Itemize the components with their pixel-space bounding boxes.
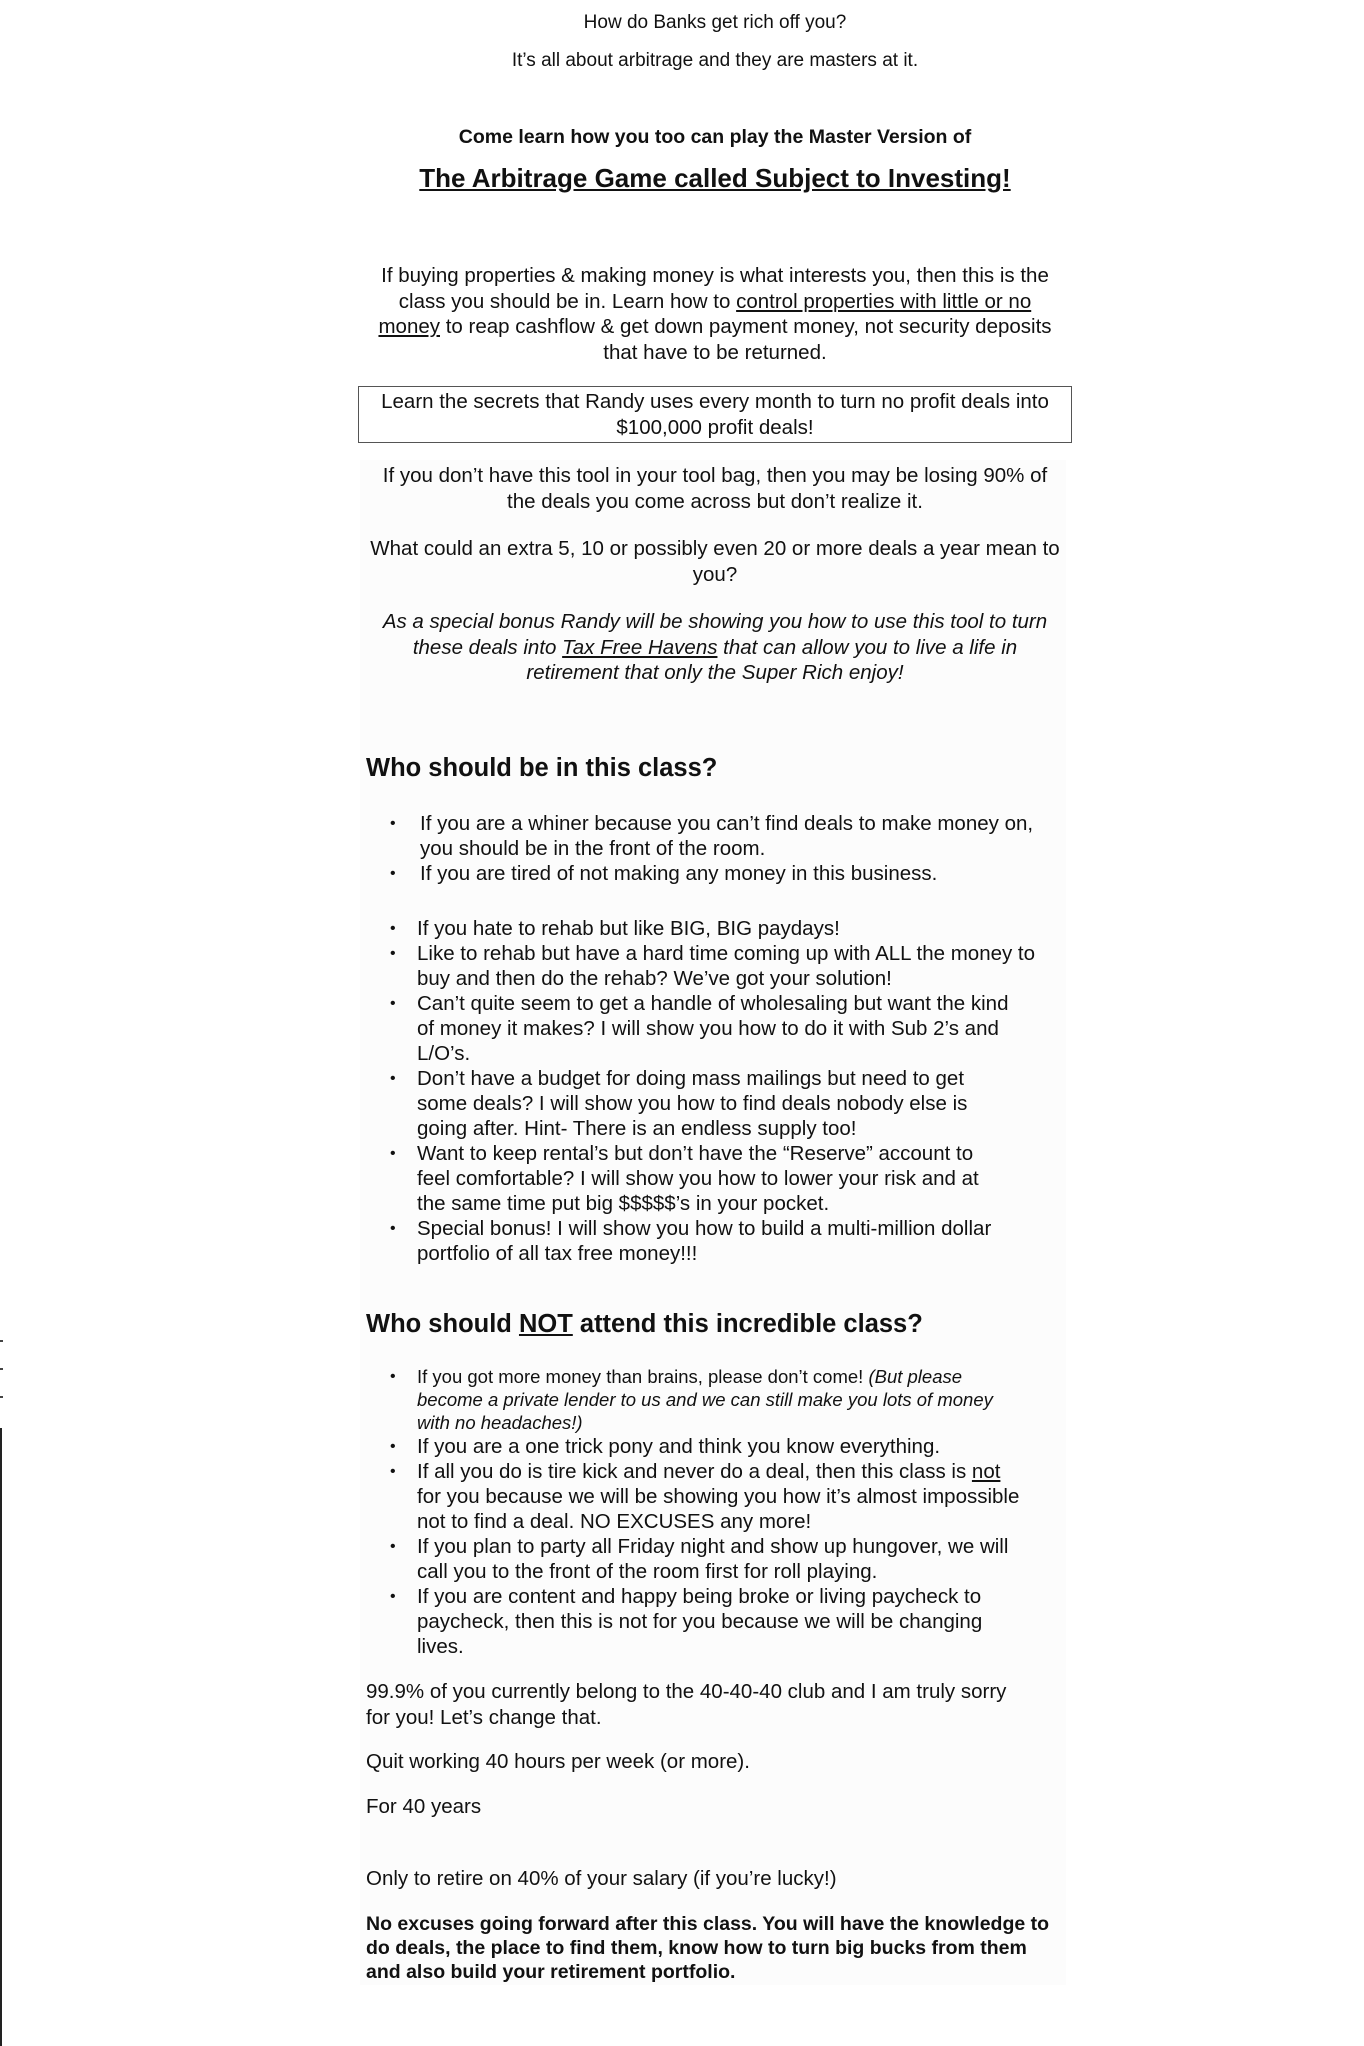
list-item (390, 916, 1070, 941)
boxed-callout: Learn the secrets that Randy uses every month to turn no profit deals into $100,000 profit deals! (358, 386, 1072, 443)
who-should-heading: Who should be in this class? (366, 754, 718, 782)
bonus-text: that can allow you to live a life in retirement that only the Super Rich enjoy! (526, 635, 1018, 684)
bullet-icon: • (390, 920, 396, 937)
intro-line-1: How do Banks get rich off you? (583, 12, 847, 33)
extra-deals-paragraph: What could an extra 5, 10 or possibly even 20 or more deals a year mean to you? (370, 537, 1060, 586)
list-item (390, 1365, 1070, 1434)
bullet-icon: • (390, 1220, 396, 1237)
list-item (390, 861, 1070, 886)
intro-paragraph (366, 263, 1064, 365)
list-item-text: Don’t have a budget for doing mass mailings but need to get some deals? I will show you how to find deals nobody else is going after. Hint- There is an endless supply too! (417, 1067, 968, 1140)
list-item-text: If you are content and happy being broke or living paycheck to paycheck, then this is not for you because we will be changing lives. (417, 1585, 983, 1658)
bullet-icon: • (390, 1463, 396, 1480)
margin-tick-mark (0, 1396, 3, 1398)
tool-bag-paragraph: If you don’t have this tool in your tool bag, then you may be losing 90% of the deals you come across but don’t realize it. (382, 464, 1048, 513)
list-item-text: for you because we will be showing you how it’s almost impossible not to find a deal. NO EXCUSES any more! (417, 1485, 1020, 1533)
intro-line-2: It’s all about arbitrage and they are masters at it. (511, 50, 919, 71)
who-not-list (390, 1365, 1070, 1659)
bullet-icon: • (390, 1438, 396, 1455)
bullet-icon: • (390, 995, 396, 1012)
list-item-text: If you are tired of not making any money in this business. (420, 862, 938, 885)
intro-paragraph-text: to reap cashflow & get down payment money, not security deposits that have to be returned. (440, 315, 1052, 364)
bullet-icon: • (390, 945, 396, 962)
bullet-icon: • (390, 1368, 396, 1385)
list-item-italic-text: (But please become a private lender to us and we can still make you lots of money with no headaches!) (417, 1366, 993, 1433)
list-item-text: If you got more money than brains, please don’t come! (417, 1366, 869, 1387)
heading-text: Who should (366, 1310, 519, 1338)
list-item-text: If you plan to party all Friday night and show up hungover, we will call you to the front of the room first for roll playing. (417, 1535, 1009, 1583)
list-item (390, 941, 1070, 991)
who-should-list-1 (390, 811, 1070, 886)
heading-text: attend this incredible class? (572, 1310, 923, 1338)
list-item-text: If you are a whiner because you can’t find deals to make money on, you should be in the front of the room. (420, 812, 1034, 860)
come-learn-line: Come learn how you too can play the Master Version of (458, 126, 972, 148)
list-item (390, 1434, 1070, 1459)
list-item-text: If you hate to rehab but like BIG, BIG paydays! (417, 917, 840, 940)
underlined-phrase: control properties with little or no money (378, 289, 1032, 338)
list-item (390, 991, 1070, 1066)
list-item (390, 1584, 1070, 1659)
list-item (390, 1216, 1070, 1266)
who-should-list-2 (390, 916, 1070, 1266)
retire-line: Only to retire on 40% of your salary (if you’re lucky!) (366, 1867, 837, 1890)
main-headline: The Arbitrage Game called Subject to Investing! (419, 163, 1011, 193)
list-item-text: Can’t quite seem to get a handle of wholesaling but want the kind of money it makes? I will show you how to do it with Sub 2’s and L/O’s. (417, 992, 1009, 1065)
list-item (390, 1066, 1070, 1141)
bullet-icon: • (390, 1145, 396, 1162)
not-emphasis: not (971, 1460, 1001, 1483)
bullet-icon: • (390, 1538, 396, 1555)
list-item (390, 1141, 1070, 1216)
bonus-text: As a special bonus Randy will be showing you how to use this tool to turn these deals into (382, 610, 1048, 659)
forty-years-line: For 40 years (366, 1795, 482, 1818)
bullet-icon: • (390, 1588, 396, 1605)
list-item (390, 1459, 1070, 1534)
final-bold-paragraph: No excuses going forward after this class. You will have the knowledge to do deals, the place to find them, know how to turn big bucks from them and also build your retirement portfolio. (366, 1913, 1050, 1983)
margin-tick-mark (0, 1340, 3, 1342)
quit-working-line: Quit working 40 hours per week (or more). (366, 1750, 750, 1773)
left-border-line (0, 1428, 2, 2046)
list-item-text: If all you do is tire kick and never do a deal, then this class is (417, 1460, 972, 1483)
not-emphasis: NOT (518, 1310, 573, 1338)
list-item (390, 811, 1070, 861)
club-paragraph: 99.9% of you currently belong to the 40-40-40 club and I am truly sorry for you! Let’s change that. (366, 1680, 1007, 1729)
bullet-icon: • (390, 1070, 396, 1087)
list-item-text: Want to keep rental’s but don’t have the “Reserve” account to feel comfortable? I will show you how to lower your risk and at the same time put big $$$$$’s in your pocket. (417, 1142, 979, 1215)
list-item-text: Special bonus! I will show you how to build a multi-million dollar portfolio of all tax free money!!! (417, 1217, 992, 1265)
intro-paragraph-text: If buying properties & making money is what interests you, then this is the class you should be in. Learn how to (381, 264, 1049, 313)
list-item-text: Like to rehab but have a hard time coming up with ALL the money to buy and then do the rehab? We’ve got your solution! (417, 942, 1036, 990)
bullet-icon: • (390, 865, 396, 882)
tax-free-havens-phrase: Tax Free Havens (562, 635, 718, 659)
list-item-text: If you are a one trick pony and think you know everything. (417, 1435, 941, 1458)
list-item (390, 1534, 1070, 1584)
special-bonus-paragraph (366, 609, 1064, 686)
bullet-icon: • (390, 815, 396, 832)
who-not-heading (366, 1309, 1066, 1339)
margin-tick-mark (0, 1368, 3, 1370)
